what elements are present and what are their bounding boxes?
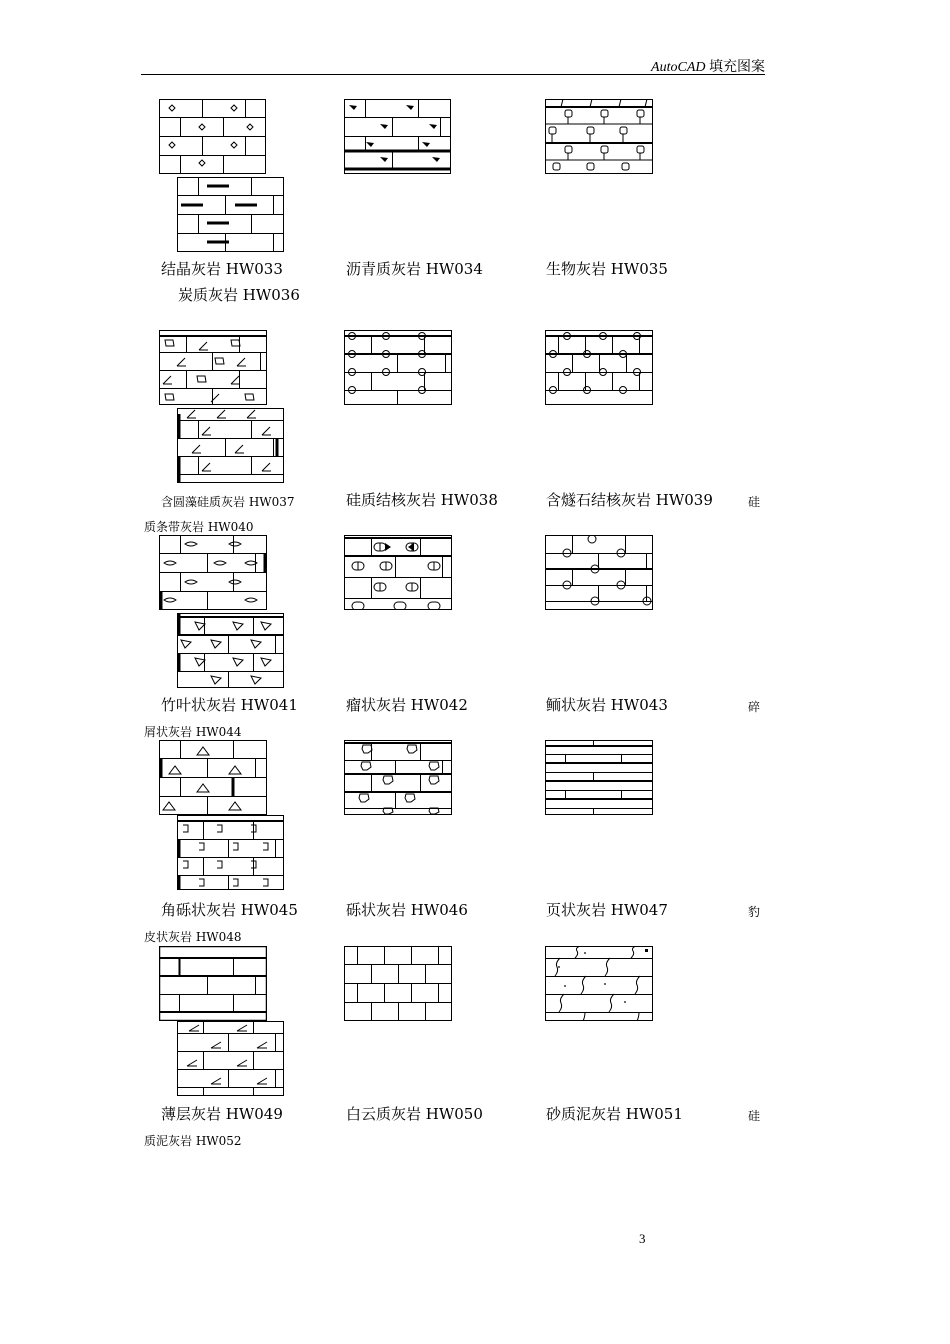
caption-hw048: 皮状灰岩 HW048 [144,930,242,944]
caption-hw045: 角砾状灰岩 HW045 [161,901,298,919]
caption-hw049: 薄层灰岩 HW049 [161,1105,283,1123]
caption-hw044: 屑状灰岩 HW044 [144,725,242,739]
pattern-hw043 [545,535,653,610]
caption-hw046: 砾状灰岩 HW046 [346,901,468,919]
pattern-hw045 [159,740,267,815]
caption-hw039: 含燧石结核灰岩 HW039 [546,491,713,509]
pattern-hw047 [545,740,653,815]
pattern-hw040 [177,408,284,483]
pattern-hw044 [177,613,284,688]
caption-hw034: 沥青质灰岩 HW034 [346,260,483,278]
caption-hw044-prefix: 碎 [748,700,761,714]
caption-hw035: 生物灰岩 HW035 [546,260,668,278]
pattern-hw050 [344,946,452,1021]
pattern-hw048 [177,815,284,890]
caption-hw033: 结晶灰岩 HW033 [161,260,283,278]
pattern-hw037 [159,330,267,405]
pattern-hw041 [159,535,267,610]
pattern-hw042 [344,535,452,610]
pattern-hw052 [177,1021,284,1096]
page-number: 3 [639,1231,646,1246]
pattern-hw049 [159,946,267,1021]
pattern-hw038 [344,330,452,405]
caption-hw051: 砂质泥灰岩 HW051 [546,1105,683,1123]
caption-hw041: 竹叶状灰岩 HW041 [161,696,298,714]
caption-hw040: 质条带灰岩 HW040 [144,520,254,534]
caption-hw042: 瘤状灰岩 HW042 [346,696,468,714]
pattern-hw051 [545,946,653,1021]
header-title [651,56,765,76]
pattern-hw034 [344,99,451,174]
caption-hw040-prefix: 硅 [748,495,761,509]
page-header [141,54,765,75]
pattern-hw039 [545,330,653,405]
pattern-hw046 [344,740,452,815]
caption-hw052: 质泥灰岩 HW052 [144,1134,242,1148]
header-title-cn: 填充图案 [709,60,765,75]
caption-hw048-prefix: 豹 [748,905,761,919]
pattern-hw036 [177,177,284,252]
pattern-hw035 [545,99,653,174]
caption-hw037: 含圆藻硅质灰岩 HW037 [161,495,295,509]
caption-hw038: 硅质结核灰岩 HW038 [346,491,498,509]
caption-hw047: 页状灰岩 HW047 [546,901,668,919]
caption-hw043: 鲕状灰岩 HW043 [546,696,668,714]
caption-hw052-prefix: 硅 [748,1109,761,1123]
header-title-latin: AutoCAD [651,60,706,75]
caption-hw050: 白云质灰岩 HW050 [346,1105,483,1123]
pattern-hw033 [159,99,266,174]
caption-hw036: 炭质灰岩 HW036 [178,286,300,304]
